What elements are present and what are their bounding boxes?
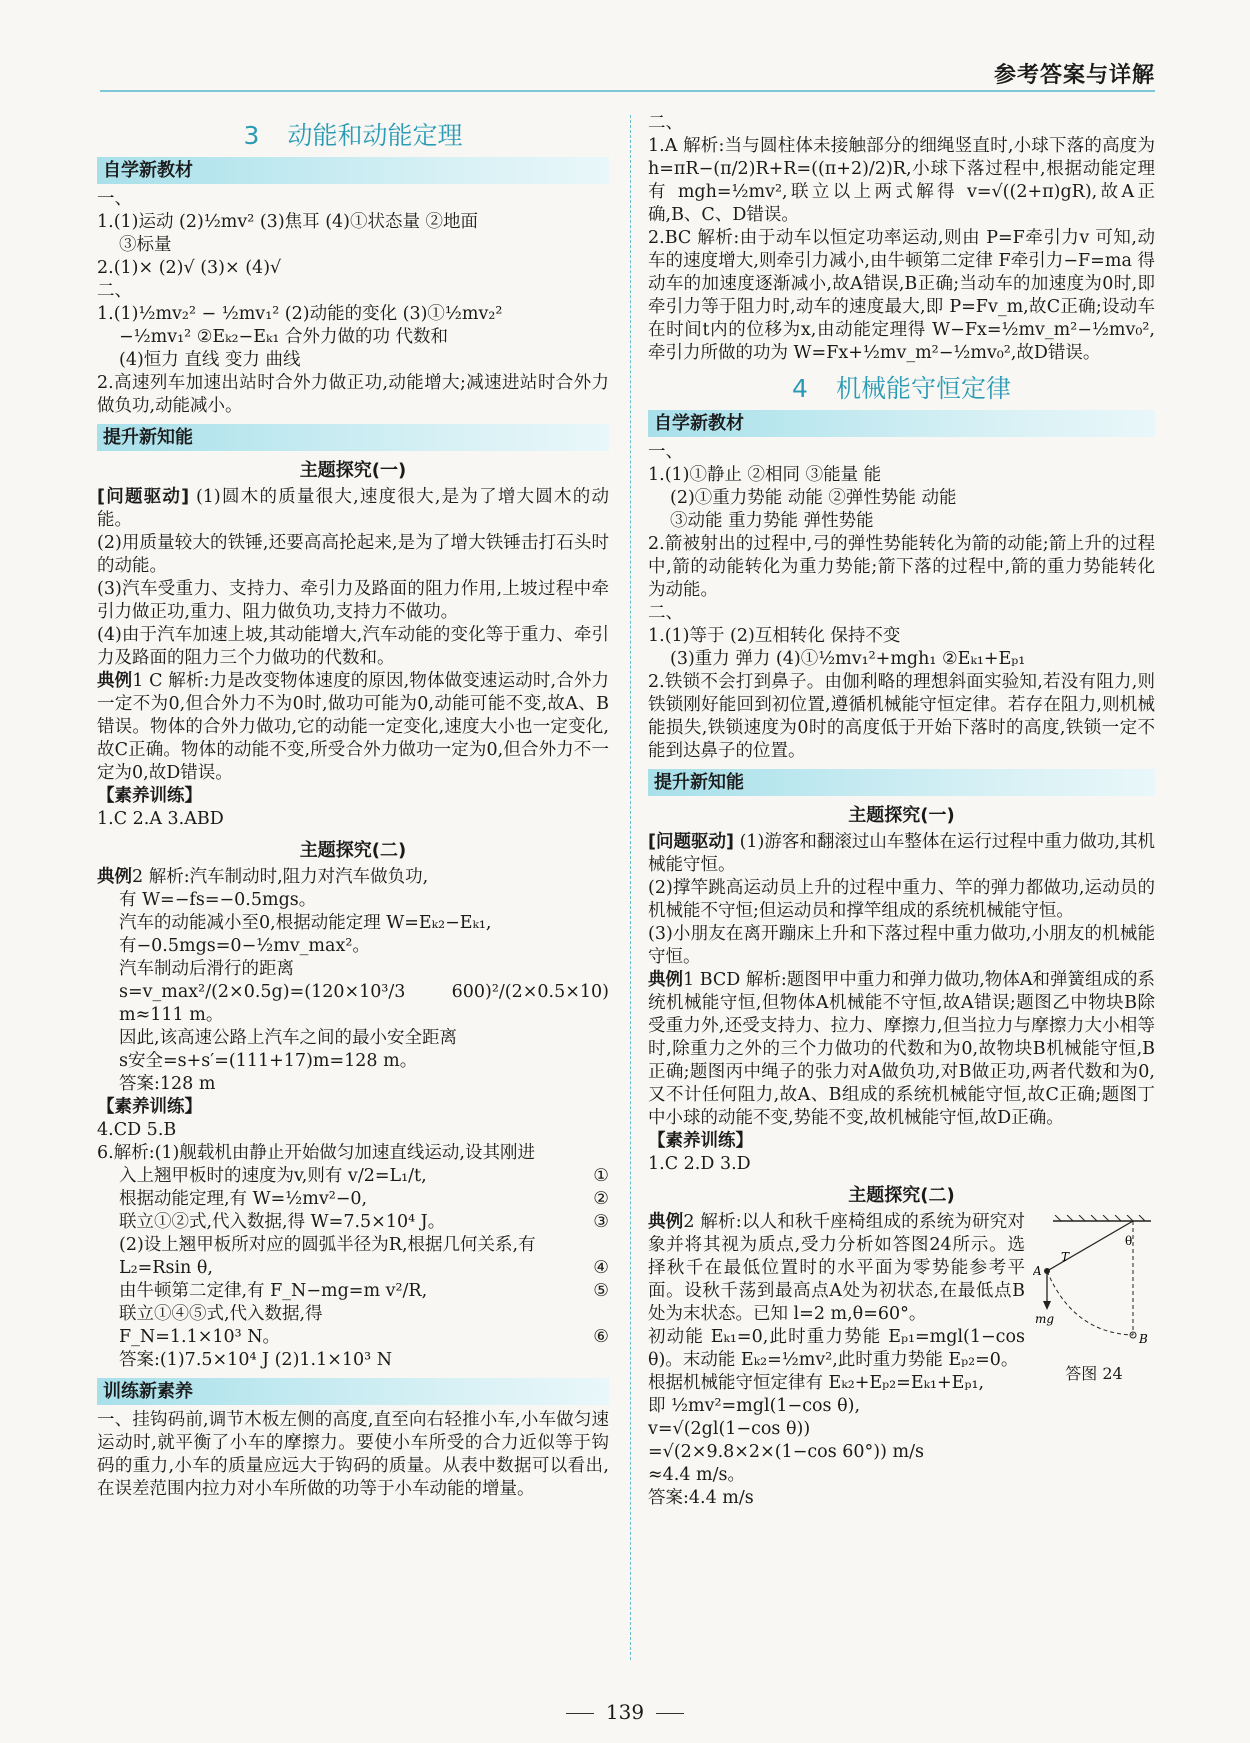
formula-line: =√(2×9.8×2×(1−cos 60°)) m/s xyxy=(648,1442,924,1462)
label-theta: θ xyxy=(1125,1234,1133,1248)
answer-line: 答案:(1)7.5×10⁴ J (2)1.1×10³ N xyxy=(119,1350,393,1370)
text-line: 二、 xyxy=(648,113,683,133)
text-line: 二、 xyxy=(648,603,683,623)
equation: 入上翘甲板时的速度为v,则有 v/2=L₁/t, xyxy=(119,1166,427,1186)
training-label: 【素养训练】 xyxy=(648,1131,753,1151)
running-header: 参考答案与详解 xyxy=(993,63,1155,88)
equation-number: ④ xyxy=(593,1258,609,1278)
topic-heading: 主题探究(二) xyxy=(848,1185,955,1206)
section-4-title xyxy=(648,374,1155,403)
arc-path xyxy=(1047,1271,1133,1335)
text-line: 6.解析:(1)舰载机由静止开始做匀加速直线运动,设其刚进 xyxy=(97,1143,535,1163)
ceiling-hatch xyxy=(1055,1215,1145,1221)
text-line: 1.(1)①静止 ②相同 ③能量 能 xyxy=(648,465,882,485)
swing-diagram xyxy=(1033,1215,1155,1385)
gravity-arrowhead xyxy=(1043,1301,1051,1310)
paragraph: (3)小朋友在离开蹦床上升和下落过程中重力做功,小朋友的机械能守恒。 xyxy=(648,924,1155,967)
training-label: 【素养训练】 xyxy=(97,1097,202,1117)
text-line: 2.(1)× (2)√ (3)× (4)√ xyxy=(97,258,282,278)
band-training: 训练新素养 xyxy=(97,1378,609,1405)
example-label: 典例 xyxy=(648,1212,684,1232)
paragraph: 1 BCD 解析:题图甲中重力和弹力做功,物体A和弹簧组成的系统机械能守恒,但物体A机械能不守恒,故A错误;题图乙中物块B除受重力外,还受支持力、拉力、摩擦力,但当拉力与摩擦力大小相等时,除重力之外的三个力做功的代数和为0,故物块B机械能守恒,B正确;题图丙中绳子的张力对A做负功,对B做正功,两者代数和为0,又不计任何阻力,故A、B组成的系统机械能守恒,故C正确;题图丁中小球的动能不变,势能不变,故机械能守恒,故D正确。 xyxy=(648,970,1156,1128)
band-self-study: 自学新教材 xyxy=(648,410,1155,437)
text-line: (3)重力 弹力 (4)①½mv₁²+mgh₁ ②Eₖ₁+Eₚ₁ xyxy=(670,649,1026,669)
text-line: 2 解析:汽车制动时,阻力对汽车做负功, xyxy=(132,867,429,887)
paragraph: 1 C 解析:力是改变物体速度的原因,物体做变速运动时,合外力一定不为0,但合外力不为0时,做功可能为0,动能可能不变,故A、B错误。物体的合外力做功,它的动能一定变化,速度大小也一定变化,故C正确。物体的动能不变,所受合外力做功一定为0,但合外力不一定为0,故D错误。 xyxy=(97,671,610,783)
paragraph: (1)圆木的质量很大,速度很大,是为了增大圆木的动能。 xyxy=(97,487,609,530)
text-line: 1.(1)½mv₂² − ½mv₁² (2)动能的变化 (3)①½mv₂² xyxy=(97,304,503,324)
text-line: 一、 xyxy=(648,442,683,462)
section-number: 3 xyxy=(243,121,260,150)
paragraph: 2.箭被射出的过程中,弓的弹性势能转化为箭的动能;箭上升的过程中,箭的动能转化为重力势能;箭下落的过程中,箭的重力势能转化为动能。 xyxy=(648,534,1155,600)
text-line: 汽车制动后滑行的距离 xyxy=(119,959,294,979)
equation: 联立①②式,代入数据,得 W=7.5×10⁴ J。 xyxy=(119,1212,446,1232)
paragraph: 1.A 解析:当与圆柱体未接触部分的细绳竖直时,小球下落的高度为 h=πR−(π/2)R+R=((π+2)/2)R,小球下落过程中,根据动能定理有 mgh=½mv²,联立以上两式解得 v=√((2+π)gR),故A正确,B、C、D错误。 xyxy=(648,136,1155,225)
text-line: 一、 xyxy=(97,189,132,209)
paragraph: 初动能 Eₖ₁=0,此时重力势能 Eₚ₁=mgl(1−cos θ)。末动能 Eₖ₂=½mv²,此时重力势能 Eₚ₂=0。 xyxy=(648,1327,1025,1370)
example-label: 典例 xyxy=(97,867,132,887)
paragraph: (3)汽车受重力、支持力、牵引力及路面的阻力作用,上坡过程中牵引力做正功,重力、阻力做负功,支持力不做功。 xyxy=(97,579,609,622)
equation-number: ② xyxy=(593,1189,609,1209)
column-divider xyxy=(630,115,631,1660)
label-a: A xyxy=(1033,1264,1042,1278)
text-line: (2)①重力势能 动能 ②弹性势能 动能 xyxy=(670,488,957,508)
section-3-title xyxy=(97,121,609,150)
equation-number: ① xyxy=(593,1166,609,1186)
question-drive-label: [问题驱动] xyxy=(97,487,190,507)
right-column xyxy=(648,112,1155,1510)
text-line: 因此,该高速公路上汽车之间的最小安全距离 xyxy=(119,1028,458,1048)
figure-caption: 答图 24 xyxy=(1065,1364,1123,1383)
example-label: 典例 xyxy=(648,970,684,990)
text-line: 联立①④⑤式,代入数据,得 xyxy=(119,1304,323,1324)
text-line: −½mv₁² ②Eₖ₂−Eₖ₁ 合外力做的功 代数和 xyxy=(119,327,449,347)
formula-line: v=√(2gl(1−cos θ)) xyxy=(648,1419,811,1439)
text-line: 二、 xyxy=(97,281,132,301)
paragraph: 2 解析:以人和秋千座椅组成的系统为研究对象并将其视为质点,受力分析如答图24所示。选择秋千在最低位置时的水平面为零势能参考平面。设秋千荡到最高点A处为初状态,在最低点B处为末状态。已知 l=2 m,θ=60°。 xyxy=(648,1212,1025,1324)
text-line: 1.(1)等于 (2)互相转化 保持不变 xyxy=(648,626,901,646)
text-line: s安全=s+s′=(111+17)m=128 m。 xyxy=(119,1051,418,1071)
paragraph: (4)由于汽车加速上坡,其动能增大,汽车动能的变化等于重力、牵引力及路面的阻力三个力做功的代数和。 xyxy=(97,625,609,668)
text-line: 汽车的动能减小至0,根据动能定理 W=Eₖ₂−Eₖ₁, xyxy=(119,913,492,933)
left-column xyxy=(97,112,609,1501)
header-rule xyxy=(100,90,1155,92)
equation: 根据动能定理,有 W=½mv²−0, xyxy=(119,1189,368,1209)
text-line: (2)设上翘甲板所对应的圆弧半径为R,根据几何关系,有 xyxy=(119,1235,536,1255)
formula-line: ≈4.4 m/s。 xyxy=(648,1465,746,1485)
section-number: 4 xyxy=(792,374,808,403)
equation-number: ③ xyxy=(593,1212,609,1232)
topic-heading: 主题探究(二) xyxy=(299,840,407,861)
paragraph: 2.BC 解析:由于动车以恒定功率运动,则由 P=F牵引力v 可知,动车的速度增大,则牵引力减小,由牛顿第二定律 F牵引力−F=ma 得动车的加速度逐渐减小,故A错误,B正确;当动车的加速度为0时,即牵引力等于阻力时,动车的速度最大,即 P=Fv_m,故C正确;设动车在时间t内的位移为x,由动能定理得 W−Fx=½mv_m²−½mv₀²,牵引力所做的功为 W=Fx+½mv_m²−½mv₀²,故D错误。 xyxy=(648,228,1155,363)
label-mg: mg xyxy=(1035,1312,1055,1326)
swing-diagram-svg xyxy=(1033,1215,1155,1365)
topic-heading: 主题探究(一) xyxy=(848,805,955,826)
equation: L₂=Rsin θ, xyxy=(119,1258,213,1278)
label-b: B xyxy=(1139,1332,1148,1346)
page-footer xyxy=(0,1700,1250,1724)
band-improve: 提升新知能 xyxy=(648,769,1155,796)
band-improve: 提升新知能 xyxy=(97,424,609,451)
text-line: ③标量 xyxy=(119,235,172,255)
answer-line: 答案:128 m xyxy=(119,1074,216,1094)
text-line: 即 ½mv²=mgl(1−cos θ), xyxy=(648,1396,861,1416)
training-label: 【素养训练】 xyxy=(97,786,202,806)
section-name: 机械能守恒定律 xyxy=(835,374,1011,403)
answers: 4.CD 5.B xyxy=(97,1120,177,1140)
equation: 由牛顿第二定律,有 F_N−mg=m v²/R, xyxy=(119,1281,428,1301)
text-line: 有 W=−fs=−0.5mgs。 xyxy=(119,890,317,910)
text-line: 根据机械能守恒定律有 Eₖ₂+Eₚ₂=Eₖ₁+Eₚ₁, xyxy=(648,1373,985,1393)
paragraph: (2)撑竿跳高运动员上升的过程中重力、竿的弹力都做功,运动员的机械能不守恒;但运动员和撑竿组成的系统机械能守恒。 xyxy=(648,878,1155,921)
text-line: 1.(1)运动 (2)½mv² (3)焦耳 (4)①状态量 ②地面 xyxy=(97,212,479,232)
topic-heading: 主题探究(一) xyxy=(299,460,407,481)
rope-line xyxy=(1047,1221,1133,1271)
paragraph: 一、挂钩码前,调节木板左侧的高度,直至向右轻推小车,小车做匀速运动时,就平衡了小车的摩擦力。要使小车所受的合力近似等于钩码的重力,小车的质量应远大于钩码的质量。从表中数据可以看出,在误差范围内拉力对小车所做的功等于小车动能的增量。 xyxy=(97,1410,609,1499)
example-label: 典例 xyxy=(97,671,133,691)
label-t: T xyxy=(1061,1250,1070,1264)
text-line: (4)恒力 直线 变力 曲线 xyxy=(119,350,301,370)
equation-number: ⑤ xyxy=(593,1281,609,1301)
answer-line: 答案:4.4 m/s xyxy=(648,1488,754,1508)
band-self-study: 自学新教材 xyxy=(97,157,609,184)
page-number: 139 xyxy=(605,1700,645,1724)
question-drive-label: [问题驱动] xyxy=(648,832,735,852)
answers: 1.C 2.A 3.ABD xyxy=(97,809,224,829)
text-line: 2.高速列车加速出站时合外力做正功,动能增大;减速进站时合外力做负功,动能减小。 xyxy=(97,373,609,416)
formula-line: s=v_max²/(2×0.5g)=(120×10³/3 600)²/(2×0.5×10) m≈111 m。 xyxy=(119,982,609,1025)
answers: 1.C 2.D 3.D xyxy=(648,1154,751,1174)
paragraph: 2.铁锁不会打到鼻子。由伽利略的理想斜面实验知,若没有阻力,则铁锁刚好能回到初位置,遵循机械能守恒定律。若存在阻力,则机械能损失,铁锁速度为0时的高度低于开始下落时的高度,铁锁一定不能到达鼻子的位置。 xyxy=(648,672,1155,761)
paragraph: (1)游客和翻滚过山车整体在运行过程中重力做功,其机械能守恒。 xyxy=(648,832,1155,875)
section-name: 动能和动能定理 xyxy=(287,121,463,150)
text-line: ③动能 重力势能 弹性势能 xyxy=(670,511,874,531)
equation-number: ⑥ xyxy=(593,1327,609,1347)
text-line: 有−0.5mgs=0−½mv_max²。 xyxy=(119,936,370,956)
equation: F_N=1.1×10³ N。 xyxy=(119,1327,281,1347)
paragraph: (2)用质量较大的铁锤,还要高高抡起来,是为了增大铁锤击打石头时的动能。 xyxy=(97,533,609,576)
